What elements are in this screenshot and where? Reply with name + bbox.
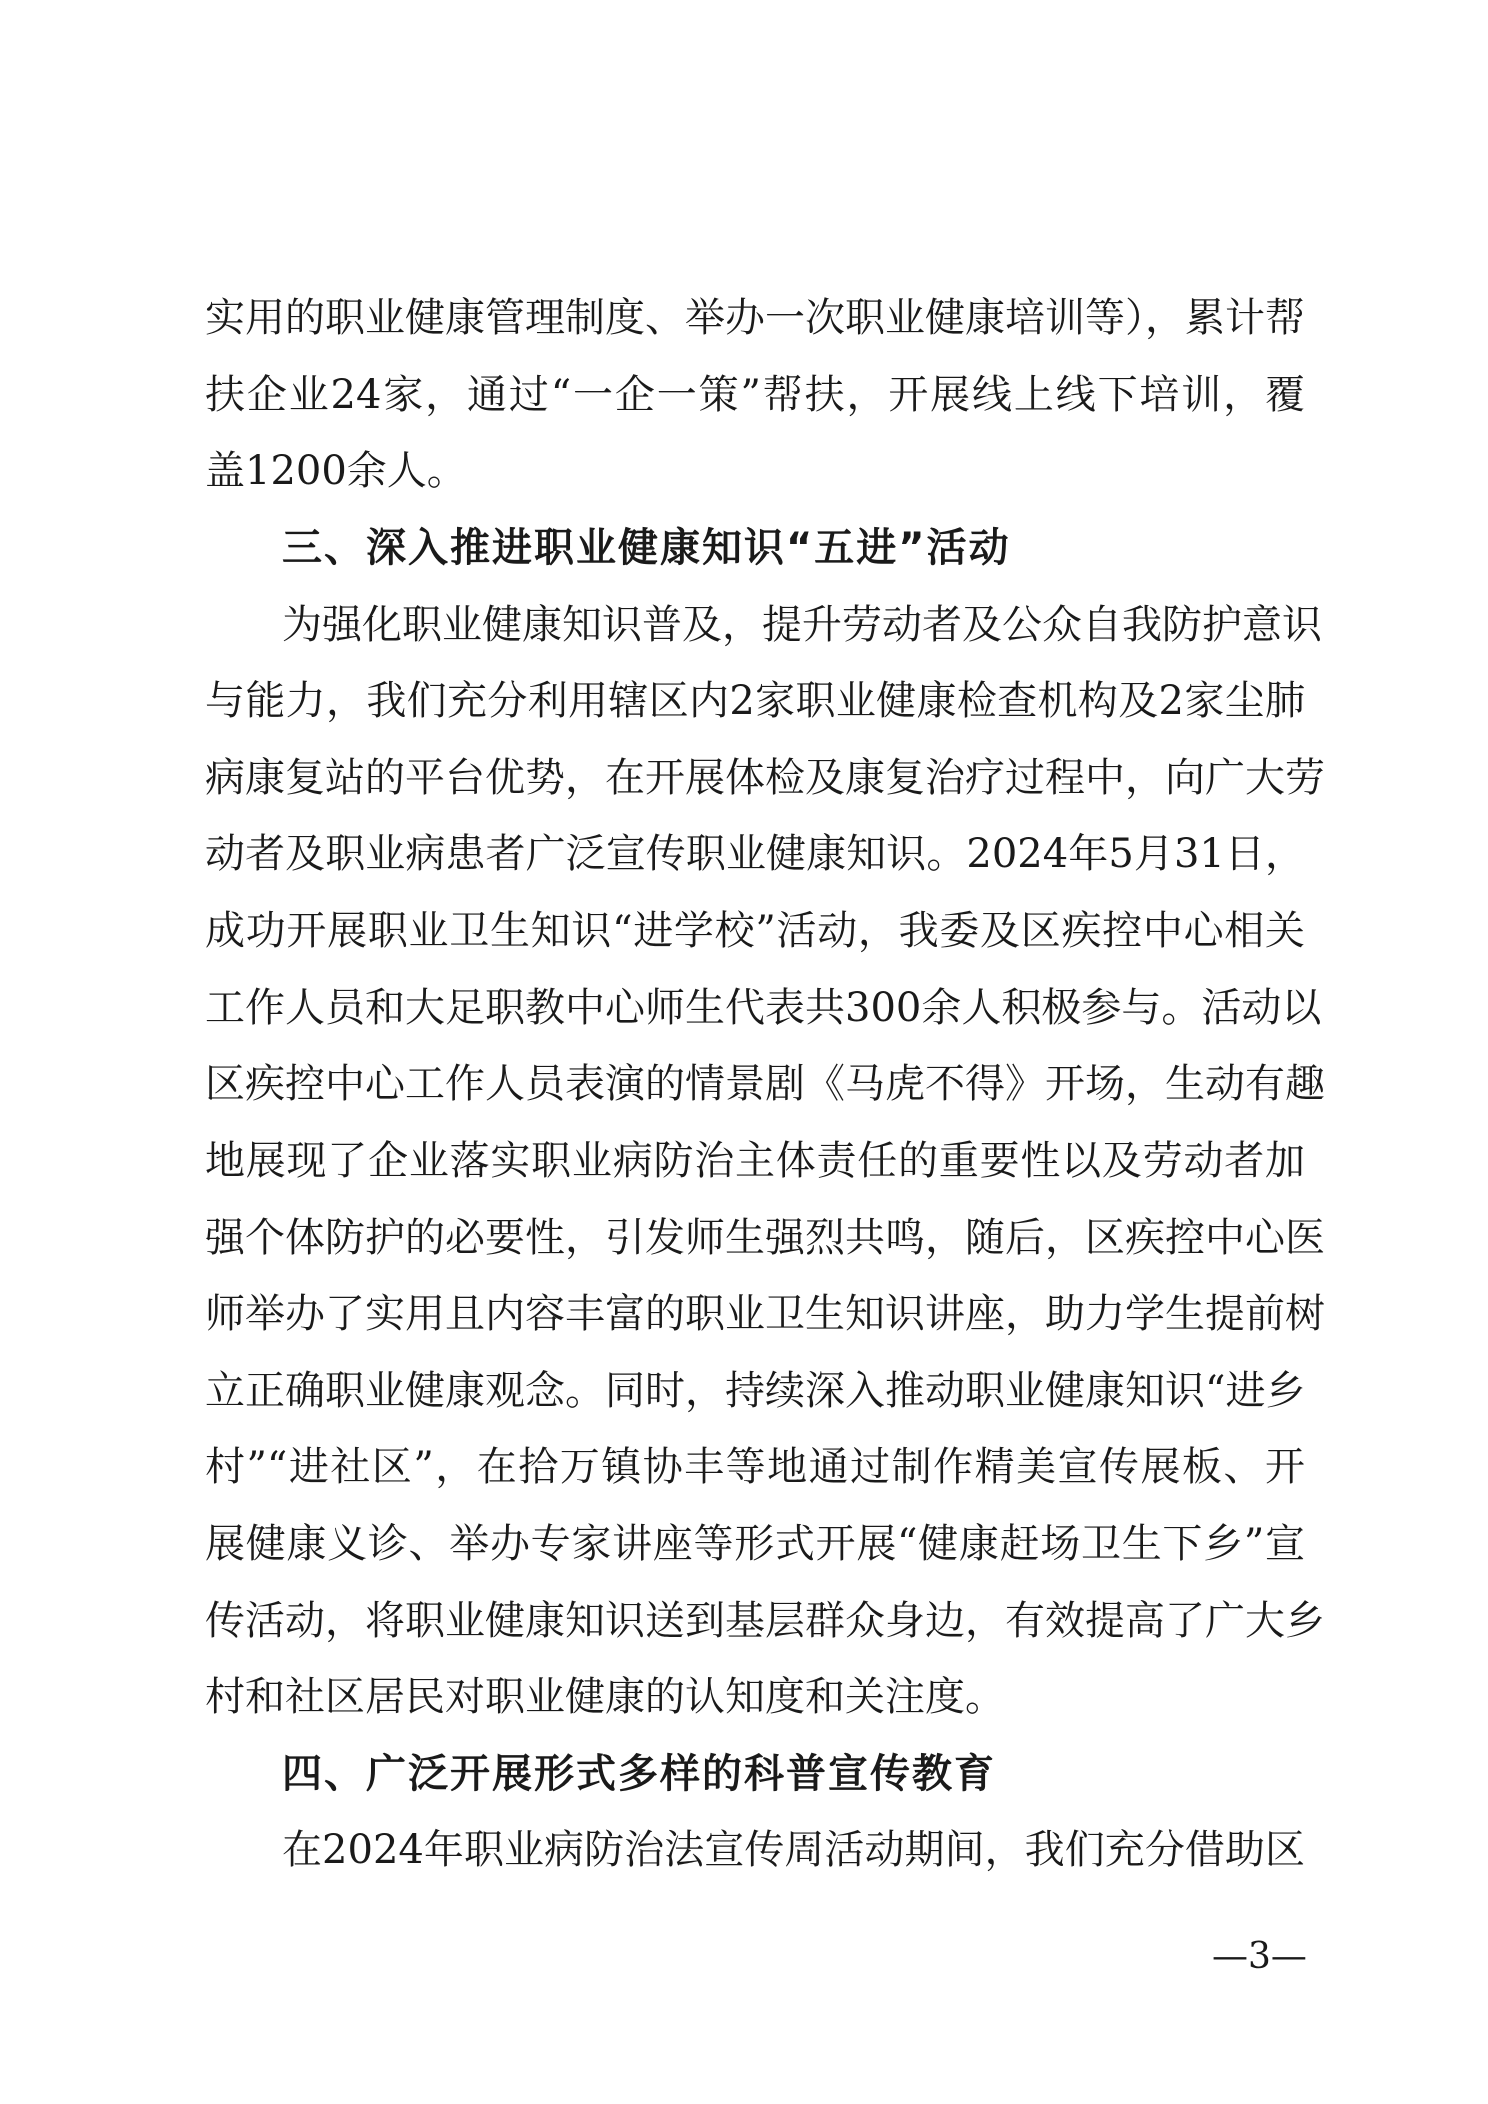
paragraph-line: 动者及职业病患者广泛宣传职业健康知识。2024年5月31日， (205, 831, 1305, 877)
paragraph-line: 病康复站的平台优势，在开展体检及康复治疗过程中，向广大劳 (205, 755, 1325, 801)
paragraph-line: 展健康义诊、举办专家讲座等形式开展“健康赶场卫生下乡”宣 (205, 1521, 1305, 1567)
paragraph-line: 师举办了实用且内容丰富的职业卫生知识讲座，助力学生提前树 (205, 1291, 1325, 1337)
paragraph-line: 工作人员和大足职教中心师生代表共300余人积极参与。活动以 (205, 985, 1322, 1031)
paragraph-line: 区疾控中心工作人员表演的情景剧《马虎不得》开场，生动有趣 (205, 1061, 1325, 1107)
paragraph-line: 与能力，我们充分利用辖区内2家职业健康检查机构及2家尘肺 (205, 678, 1305, 724)
paragraph-line: 地展现了企业落实职业病防治主体责任的重要性以及劳动者加 (205, 1138, 1305, 1184)
paragraph-line: 盖1200余人。 (205, 448, 467, 494)
paragraph-line: 成功开展职业卫生知识“进学校”活动，我委及区疾控中心相关 (205, 908, 1305, 954)
paragraph-line: 强个体防护的必要性，引发师生强烈共鸣，随后，区疾控中心医 (205, 1215, 1325, 1261)
paragraph-line: 扶企业24家，通过“一企一策”帮扶，开展线上线下培训，覆 (205, 372, 1305, 418)
paragraph-line: 立正确职业健康观念。同时，持续深入推动职业健康知识“进乡 (205, 1368, 1306, 1414)
paragraph-line: 在2024年职业病防治法宣传周活动期间，我们充分借助区 (282, 1827, 1305, 1873)
paragraph-line: 实用的职业健康管理制度、举办一次职业健康培训等），累计帮 (205, 295, 1305, 341)
section-heading: 四、广泛开展形式多样的科普宣传教育 (282, 1751, 996, 1797)
page-number: —3— (1212, 1936, 1307, 1977)
section-heading: 三、深入推进职业健康知识“五进”活动 (282, 525, 1011, 571)
paragraph-line: 传活动，将职业健康知识送到基层群众身边，有效提高了广大乡 (205, 1598, 1325, 1644)
paragraph-line: 村和社区居民对职业健康的认知度和关注度。 (205, 1674, 1005, 1720)
paragraph-line: 为强化职业健康知识普及，提升劳动者及公众自我防护意识 (282, 602, 1322, 648)
paragraph-line: 村”“进社区”，在拾万镇协丰等地通过制作精美宣传展板、开 (205, 1444, 1305, 1490)
